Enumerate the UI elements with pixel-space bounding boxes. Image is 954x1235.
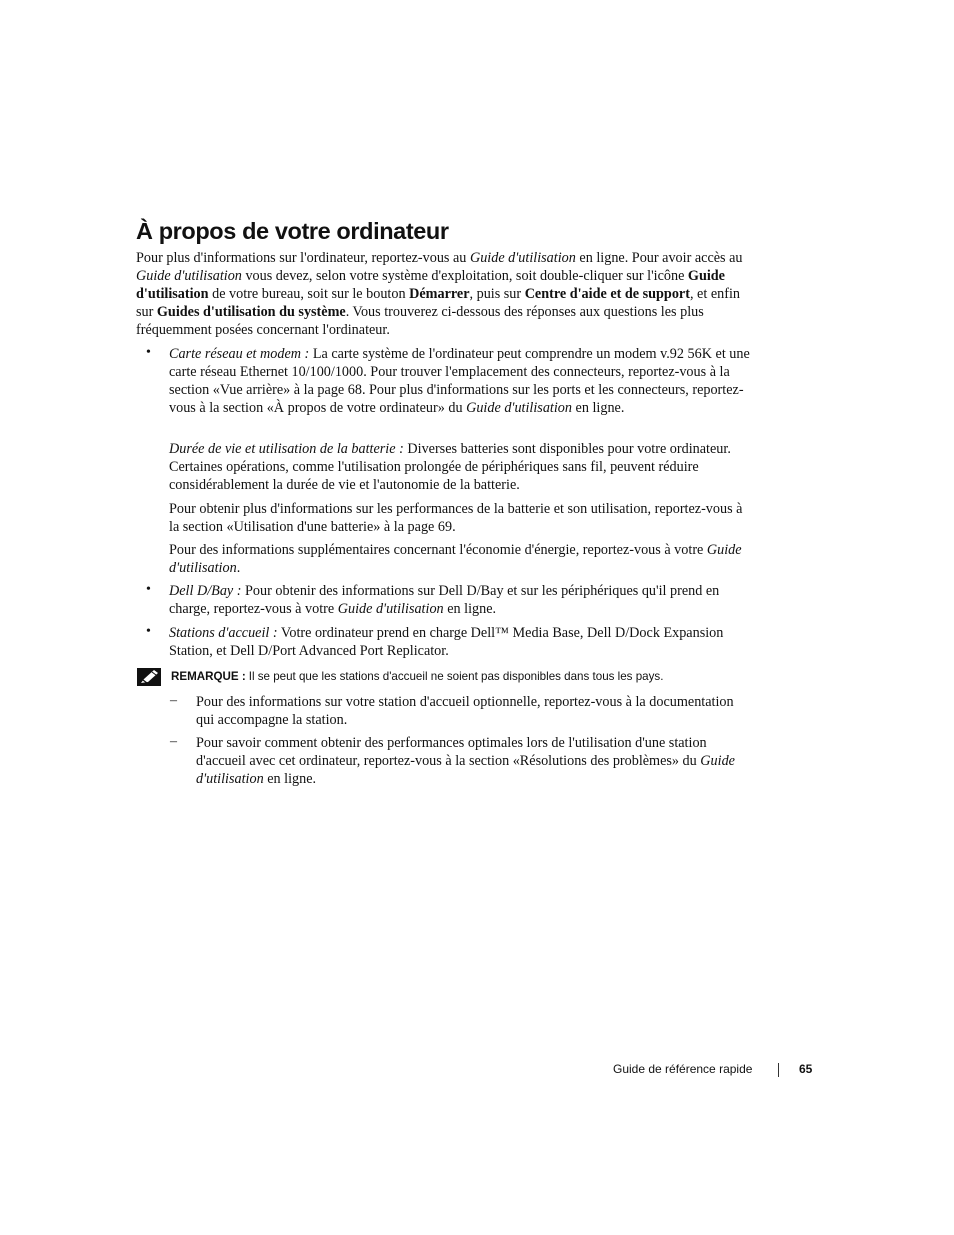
bullet-network-modem: Carte réseau et modem : La carte système de l'ordinateur peut comprendre un modem v.92 56K et une carte réseau Ethernet 10/100/1000. Pour trouver l'emplacement des connecteurs, reportez-vous à la section «Vue arrière» à la page 68. Pour plus d'informations sur les ports et les connecteurs, reportez-vous à la section «À propos de votre ordinateur» du Guide d'utilisation en ligne. <box>169 346 750 416</box>
note-remark <box>171 669 663 685</box>
battery-more-paragraph: Pour obtenir plus d'informations sur les performances de la batterie et son utilisation, reportez-vous à la section «Utilisation d'une batterie» à la page 69. <box>169 501 743 535</box>
energy-paragraph: Pour des informations supplémentaires concernant l'économie d'énergie, reportez-vous à votre Guide d'utilisation. <box>169 542 742 576</box>
bullet-docking-stations: Stations d'accueil : Votre ordinateur prend en charge Dell™ Media Base, Dell D/Dock Expansion Station, et Dell D/Port Advanced Port Replicator. <box>169 625 724 659</box>
bullet-marker: • <box>146 624 151 639</box>
battery-paragraph: Durée de vie et utilisation de la batterie : Diverses batteries sont disponibles pour votre ordinateur. Certaines opérations, comme l'utilisation prolongée de périphériques sans fil, peuvent réduire considérablement la durée de vie et l'autonomie de la batterie. <box>169 441 731 493</box>
note-pencil-icon <box>137 668 161 686</box>
dash-item-performance: Pour savoir comment obtenir des performances optimales lors de l'utilisation d'une station d'accueil avec cet ordinateur, reportez-vous à la section «Résolutions des problèmes» du Guide d'utilisation en ligne. <box>196 735 735 787</box>
bullet-dell-dbay: Dell D/Bay : Pour obtenir des informations sur Dell D/Bay et sur les périphériques qu'il prend en charge, reportez-vous à votre Guide d'utilisation en ligne. <box>169 583 720 617</box>
dash-marker: – <box>170 734 177 749</box>
footer-label: Guide de référence rapide <box>613 1062 753 1076</box>
intro-paragraph: Pour plus d'informations sur l'ordinateur, reportez-vous au Guide d'utilisation en ligne. Pour avoir accès au Guide d'utilisation vous devez, selon votre système d'exploitation, soit double-cliquer sur l'icône Guide d'utilisation de votre bureau, soit sur le bouton Démarrer, puis sur Centre d'aide et de support, et enfin sur Guides d'utilisation du système. Vous trouverez ci-dessous des réponses aux questions les plus fréquemment posées concernant l'ordinateur. <box>136 250 743 338</box>
dash-marker: – <box>170 693 177 708</box>
dash-item-optional-station: Pour des informations sur votre station d'accueil optionnelle, reportez-vous à la documentation qui accompagne la station. <box>196 694 734 728</box>
bullet-marker: • <box>146 345 151 360</box>
note-label: REMARQUE : <box>171 670 246 683</box>
page-number: 65 <box>799 1062 813 1076</box>
note-text: Il se peut que les stations d'accueil ne soient pas disponibles dans tous les pays. <box>248 670 664 683</box>
bullet-marker: • <box>146 582 151 597</box>
page-title: À propos de votre ordinateur <box>136 218 449 244</box>
footer-separator <box>778 1063 779 1077</box>
